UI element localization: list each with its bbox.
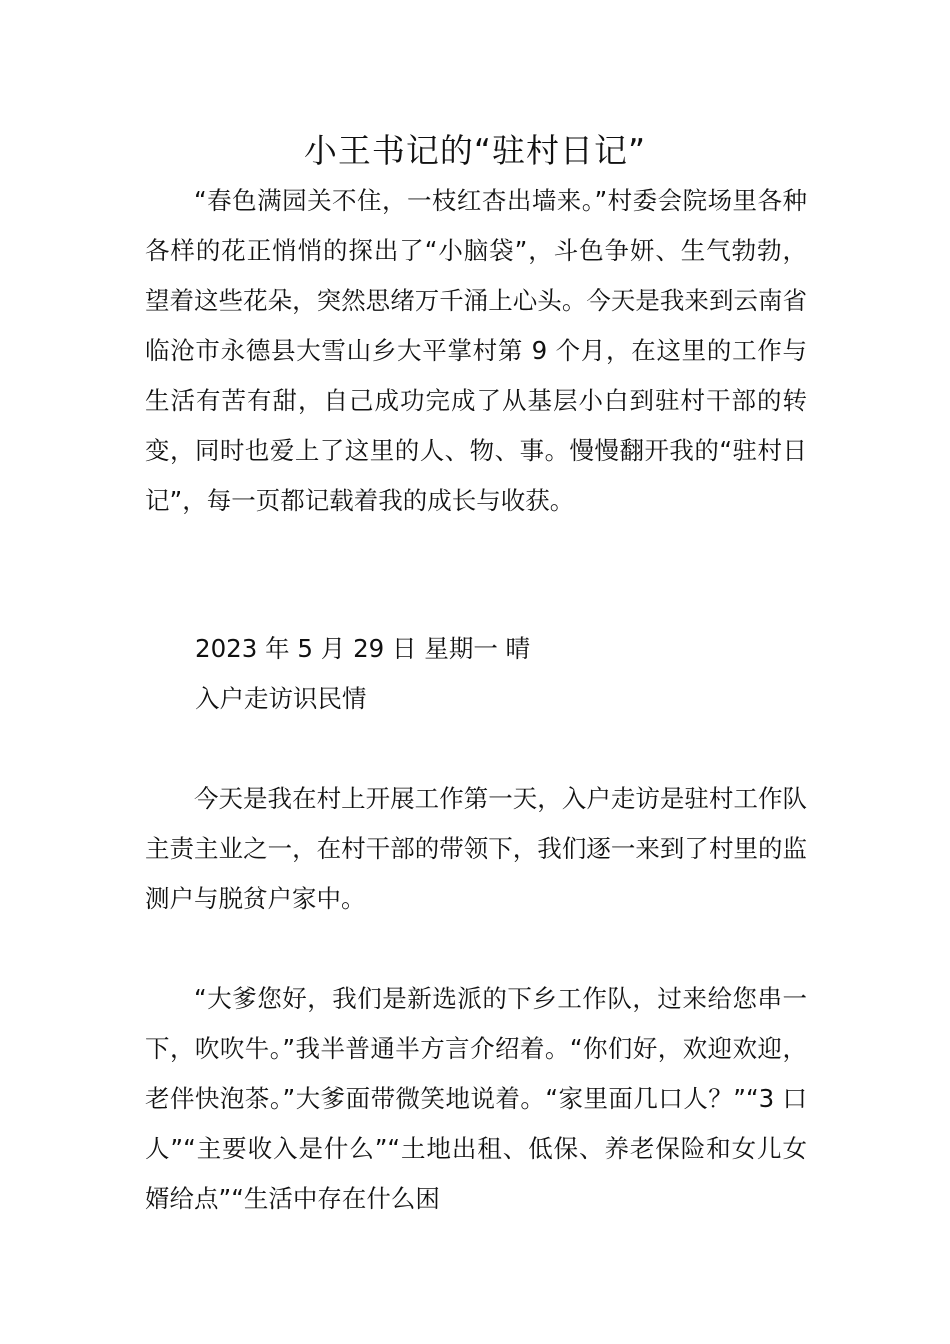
intro-paragraph: “春色满园关不住，一枝红杏出墙来。”村委会院场里各种各样的花正悄悄的探出了“小脑袋”，斗色争妍、生气勃勃，望着这些花朵，突然思绪万千涌上心头。今天是我来到云南省临沧市永德县大雪山乡大平掌村第 9 个月，在这里的工作与生活有苦有甜，自己成功完成了从基层小白到驻村干部的转变，同时也爱上了这里的人、物、事。慢慢翻开我的“驻村日记”，每一页都记载着我的成长与收获。 [145, 186, 807, 515]
entry-paragraph-1: 今天是我在村上开展工作第一天，入户走访是驻村工作队主责主业之一，在村干部的带领下，我们逐一来到了村里的监测户与脱贫户家中。 [145, 784, 807, 913]
entry-heading: 入户走访识民情 [195, 684, 367, 713]
document-title: 小王书记的“驻村日记” [303, 131, 647, 170]
entry-date-line: 2023 年 5 月 29 日 星期一 晴 [195, 634, 531, 663]
entry-paragraph-2: “大爹您好，我们是新选派的下乡工作队，过来给您串一下，吹吹牛。”我半普通半方言介绍着。“你们好，欢迎欢迎，老伴快泡茶。”大爹面带微笑地说着。“家里面几口人？”“3 口人”“主要收入是什么”“土地出租、低保、养老保险和女儿女婿给点”“生活中存在什么困 [145, 984, 807, 1213]
